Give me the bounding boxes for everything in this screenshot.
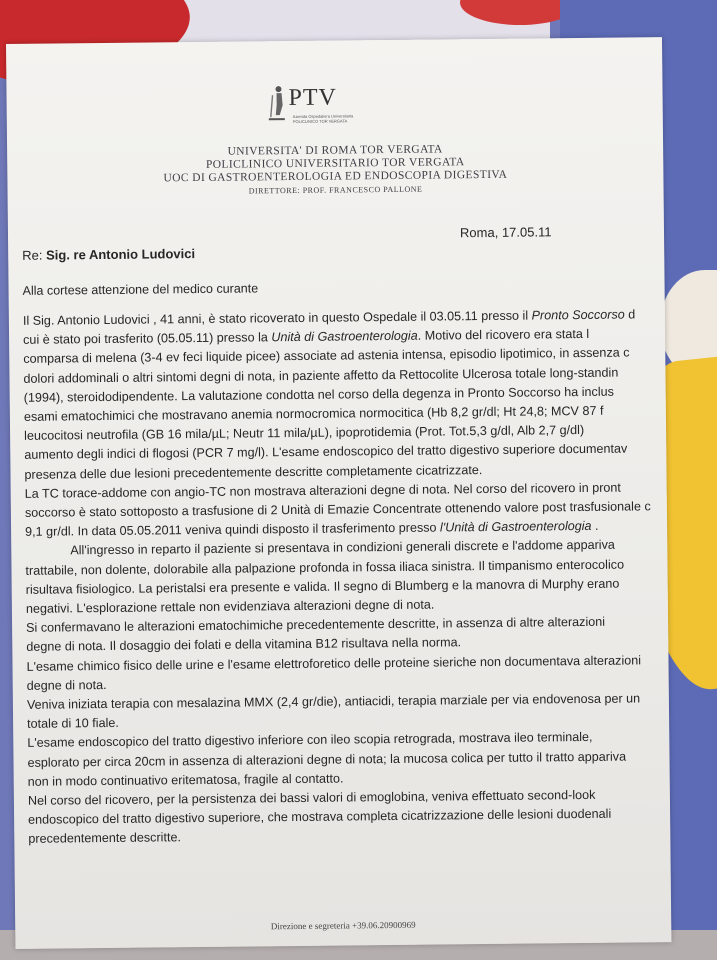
text-line: L'esame endoscopico del tratto digestivo inferiore con ileo scopia retrograda, mostrava ileo terminale, [27,730,593,751]
director-name: DIRETTORE: PROF. FRANCESCO PALLONE [248,184,423,196]
ptv-logo [264,82,354,128]
text-line: Si confermavano le alterazioni ematochimiche precedentemente descritte, in assenza di altre alterazioni [26,615,606,636]
letter-body [23,305,669,849]
text-line: La TC torace-addome con angio-TC non mostrava alterazioni degne di nota. Nel corso del ricovero in pront [24,480,621,501]
department-name: UOC DI GASTROENTEROLOGIA ED ENDOSCOPIA DIGESTIVA [163,168,508,185]
letterhead [7,141,664,200]
text-line: All'ingresso in reparto il paziente si presentava in condizioni generali discrete e l'addome appariva [70,538,615,558]
text-line: degne di nota. Il dosaggio dei folati e della vitamina B12 risultava nella norma. [26,635,462,655]
footer-contact: Direzione e segreteria +39.06.20900969 [270,919,416,932]
text-line: (1994), steroidodipendente. La valutazione condotta nel corso della degenza in Pronto Soccorso ha inclus [23,384,614,405]
hospital-name: POLICLINICO UNIVERSITARIO TOR VERGATA [205,156,465,171]
text-line: totale di 10 fiale. [27,716,119,732]
text-line: risultava fisiologico. La peristalsi era presente e valida. Il segno di Blumberg e la manovra di Murphy erano [25,576,620,597]
text-line: L'esame chimico fisico delle urine e l'esame elettroforetico delle proteine sieriche non documentava alterazioni [26,653,642,674]
text-line: precedentemente descritte. [28,830,182,847]
patient-name: Sig. re Antonio Ludovici [45,246,196,263]
text-line: cui è stato poi trasferito (05.05.11) presso la Unità di Gastroenterologia. Motivo del ricovero era stata l [23,327,590,348]
text-line: esplorato per circa 20cm in assenza di alterazioni degne di nota; la mucosa colica per tutto il tratto appariva [27,749,627,770]
university-name: UNIVERSITA' DI ROMA TOR VERGATA [227,143,443,158]
text-line: soccorso è stato sottoposto a trasfusione di 2 Unità di Emazie Concentrate ottenendo valore post trasfusionale c [24,499,651,520]
letter-date: Roma, 17.05.11 [459,224,552,241]
re-line [22,246,195,263]
logo-text: PTV [288,84,338,112]
text-line: negativi. L'esplorazione rettale non evidenziava alterazioni degne di nota. [25,597,435,616]
re-label: Re: [22,247,47,263]
text-line: presenza delle due lesioni precedentemente descritte completamente cicatrizzate. [24,462,483,482]
text-line: endoscopico del tratto digestivo superiore, che mostrava completa cicatrizzazione delle lesioni duodenali [28,806,612,828]
text-line: leucocitosi neutrofila (GB 16 mila/µL; Neutr 11 mila/µL), ipoprotidemia (Prot. Tot.5,3 g/dl, Alb 2,7 g/dl) [24,423,585,444]
text-line: Veniva iniziata terapia con mesalazina MMX (2,4 gr/die), antiacidi, terapia marziale per via endovenosa per un [26,691,641,712]
text-line: 9,1 gr/dl. In data 05.05.2011 veniva quindi disposto il trasferimento presso l'Unità di Gastroenterologia . [25,519,599,540]
logo-subtitle-2: POLICLINICO TOR VERGATA [292,118,348,125]
text-line: aumento degli indici di flogosi (PCR 7 mg/l). L'esame endoscopico del tratto digestivo superiore documentav [24,441,628,463]
logo-subtitle: Azienda Ospedaliera Universitaria [292,113,354,120]
text-line: esami ematochimici che mostravano anemia normocromica normocitica (Hb 8,2 gr/dl; Ht 24,8; MCV 87 f [23,403,604,424]
text-line: comparsa di melena (3-4 ev feci liquide picee) associate ad astenia intensa, episodio lipotimico, in assenza c [23,345,630,367]
text-line: trattabile, non dolente, dolorabile alla palpazione profonda in fossa iliaca sinistra. Il timpanismo enterocolico [25,557,625,578]
aesculapius-figure-icon [264,83,288,123]
text-line: non in modo continuativo eritematosa, fragile al contatto. [27,771,344,789]
greeting: Alla cortese attenzione del medico curante [22,281,259,298]
text-line: Nel corso del ricovero, per la persistenza dei bassi valori di emoglobina, veniva effettuato second-look [27,787,596,808]
text-line: dolori addominali o altri sintomi degni di nota, in paziente affetto da Rettocolite Ulcerosa totale long-standin [23,365,619,386]
text-line: Il Sig. Antonio Ludovici , 41 anni, è stato ricoverato in questo Ospedale il 03.05.11 presso il Pronto Soccorso d [22,307,636,328]
text-line: degne di nota. [26,677,107,693]
letter-page [6,37,671,949]
